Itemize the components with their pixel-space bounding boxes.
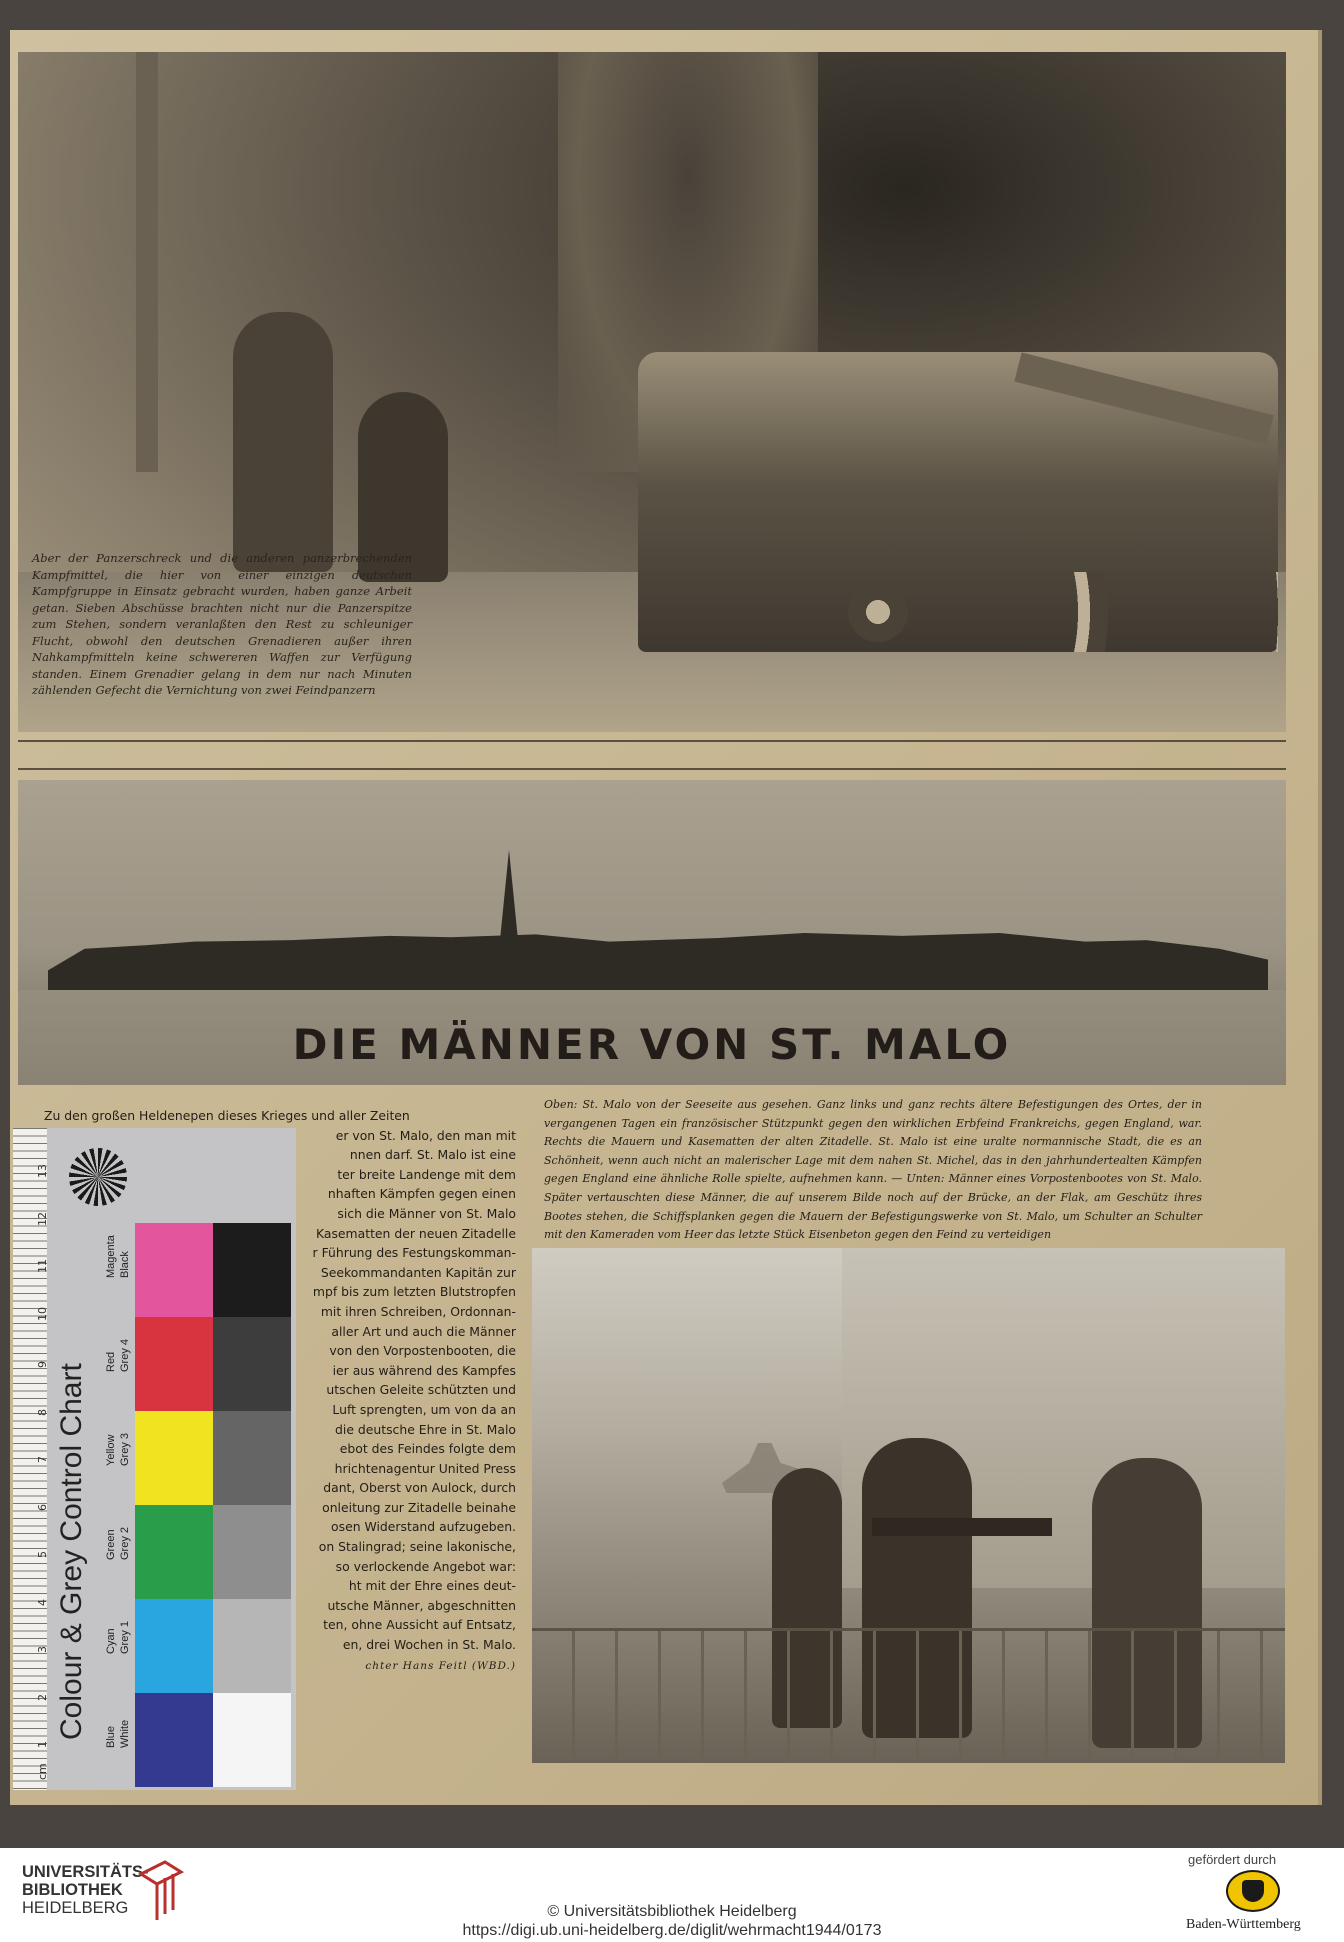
body-line: mit ihren Schreiben, Ordonnan- bbox=[320, 1303, 516, 1319]
photo-patrol-boat-crew bbox=[532, 1248, 1285, 1763]
colour-control-chart bbox=[13, 1128, 296, 1790]
grey-label: Black bbox=[119, 1251, 131, 1278]
ruler-number: 10 bbox=[36, 1306, 49, 1321]
body-line: osen Widerstand aufzugeben. bbox=[331, 1519, 516, 1535]
body-line: on Stalingrad; seine lakonische, bbox=[318, 1539, 516, 1555]
grey-swatch bbox=[213, 1505, 291, 1599]
photo-town-silhouette bbox=[48, 920, 1268, 992]
byline: chter Hans Feitl (WBD.) bbox=[365, 1660, 516, 1672]
colour-swatch bbox=[135, 1599, 213, 1693]
body-line: ter breite Landenge mit dem bbox=[337, 1166, 516, 1182]
grey-swatch bbox=[213, 1599, 291, 1693]
body-line: ebot des Feindes folgte dem bbox=[339, 1441, 516, 1457]
photo-flak-barrel bbox=[872, 1518, 1052, 1536]
body-line: utschen Geleite schützten und bbox=[326, 1382, 516, 1398]
photo-soldier bbox=[233, 312, 333, 572]
caption-top-photo: Aber der Panzerschreck und die anderen panzerbrechenden Kampfmittel, die hier von einer einzigen deutschen Kampfgruppe in Einsatz gebracht wurden, haben ganze Arbeit getan. Sieben Abschüsse brachten nicht nur die Panzerspitze zum Stehen, sondern veranlaßten den Rest zu schleuniger Flucht, obwohl den deutschen Grenadieren außer ihren Nahkampfmitteln keine schwereren Waffen zur Verfügung standen. Einem Grenadier gelang in dem nur nach Minuten zählenden Gefecht die Vernichtung von zwei Feindpanzern bbox=[32, 551, 412, 697]
body-line: Luft sprengten, um von da an bbox=[332, 1401, 516, 1417]
library-name-line: BIBLIOTHEK bbox=[22, 1881, 123, 1899]
library-name-line: UNIVERSITÄTS- bbox=[22, 1863, 149, 1881]
body-line: aller Art und auch die Männer bbox=[331, 1323, 516, 1339]
grey-swatch bbox=[213, 1411, 291, 1505]
colour-swatch bbox=[135, 1693, 213, 1787]
photo-railing bbox=[532, 1628, 1285, 1763]
ruler-number: 2 bbox=[36, 1693, 49, 1701]
photo-church-spire bbox=[500, 850, 518, 940]
body-line: mpf bis zum letzten Blutstropfen bbox=[312, 1284, 516, 1300]
caption-right: Oben: St. Malo von der Seeseite aus gesehen. Ganz links und ganz rechts ältere Befestigungen des Ortes, der in vergangenen Tagen ein französischer Stützpunkt gegen den wirklichen Erbfeind Frankreichs, gegen England, war. Rechts die Mauern und Kasematten der alten Zitadelle. St. Malo ist eine uralte normannische Stadt, die es an Schönheit, wenn auch nicht an malerischer Lage mit dem nahen St. Michel, das in den jahrhundertealten Kämpfen gegen England eine ähnliche Rolle spielte, aufnehmen kann. — Unten: Männer eines Vorpostenbootes von St. Malo. Später vertauschten diese Männer, die auf unserem Bilde noch auf der Brücke, an der Flak, am Geschütz ihres Bootes stehen, die Schiffsplanken gegen die Mauern der Befestigungswerke von St. Malo, um Schulter an Schulter mit den Kameraden vom Heer das letzte Stück Eisenbeton gegen den Feind zu verteidigen bbox=[544, 1098, 1202, 1242]
library-name-line: HEIDELBERG bbox=[22, 1899, 129, 1917]
body-line: von den Vorpostenbooten, die bbox=[329, 1343, 516, 1359]
colour-swatch bbox=[135, 1505, 213, 1599]
body-line: ht mit der Ehre eines deut- bbox=[348, 1578, 516, 1594]
divider-rule bbox=[18, 740, 1286, 742]
permalink-url[interactable]: https://digi.ub.uni-heidelberg.de/diglit/wehrmacht1944/0173 bbox=[462, 1922, 882, 1939]
body-line: die deutsche Ehre in St. Malo bbox=[335, 1421, 516, 1437]
ruler-number: 7 bbox=[36, 1456, 49, 1463]
colour-label: Red bbox=[105, 1351, 117, 1372]
body-line: so verlockende Angebot war: bbox=[335, 1558, 516, 1574]
divider-rule bbox=[18, 768, 1286, 770]
ruler-number: 13 bbox=[36, 1164, 49, 1178]
body-line: nnen darf. St. Malo ist eine bbox=[349, 1147, 516, 1163]
grey-swatch bbox=[213, 1693, 291, 1787]
ruler-number: 4 bbox=[36, 1598, 49, 1606]
cm-ruler bbox=[13, 1128, 47, 1790]
grey-label: Grey 3 bbox=[119, 1432, 131, 1466]
body-line: onleitung zur Zitadelle beinahe bbox=[322, 1499, 516, 1515]
grey-swatch-column bbox=[213, 1223, 291, 1787]
grey-label: White bbox=[119, 1719, 131, 1748]
body-line: hrichtenagentur United Press bbox=[334, 1460, 516, 1476]
ruler-number: 9 bbox=[36, 1361, 49, 1368]
colour-label: Yellow bbox=[105, 1434, 117, 1466]
copyright-line: © Universitätsbibliothek Heidelberg bbox=[547, 1903, 797, 1920]
colour-swatch bbox=[135, 1223, 213, 1317]
grey-label: Grey 2 bbox=[119, 1526, 131, 1560]
colour-label: Green bbox=[105, 1529, 117, 1560]
grey-swatch bbox=[213, 1223, 291, 1317]
body-line: sich die Männer von St. Malo bbox=[337, 1205, 516, 1221]
grey-label: Grey 1 bbox=[119, 1620, 131, 1654]
body-line: ier aus während des Kampfes bbox=[332, 1362, 516, 1378]
body-line: en, drei Wochen in St. Malo. bbox=[342, 1637, 516, 1653]
colour-label: Magenta bbox=[105, 1235, 117, 1278]
body-line: Seekommandanten Kapitän zur bbox=[320, 1264, 516, 1280]
ruler-number: 5 bbox=[36, 1551, 49, 1558]
body-line: dant, Oberst von Aulock, durch bbox=[323, 1480, 516, 1496]
headline: DIE MÄNNER VON ST. MALO bbox=[292, 1020, 1012, 1069]
photo-tank-wheels bbox=[838, 572, 1278, 652]
ruler-number: 12 bbox=[36, 1211, 49, 1226]
body-line: Kasematten der neuen Zitadelle bbox=[315, 1225, 516, 1241]
colour-swatch-column bbox=[135, 1223, 213, 1787]
body-line: ten, ohne Aussicht auf Entsatz, bbox=[323, 1617, 516, 1633]
colour-label: Blue bbox=[105, 1725, 117, 1748]
body-line: utsche Männer, abgeschnitten bbox=[327, 1597, 516, 1613]
photo-pole bbox=[136, 52, 158, 472]
body-line: Zu den großen Heldenepen dieses Krieges und aller Zeiten bbox=[44, 1108, 410, 1123]
grey-swatch bbox=[213, 1317, 291, 1411]
ruler-number: 1 bbox=[36, 1741, 49, 1748]
ruler-number: 11 bbox=[36, 1259, 49, 1273]
funded-by-label: gefördert durch bbox=[1188, 1852, 1277, 1867]
ruler-unit: cm bbox=[36, 1763, 49, 1780]
body-line: er von St. Malo, den man mit bbox=[335, 1127, 516, 1143]
baden-wuerttemberg-emblem-icon bbox=[1226, 1870, 1280, 1912]
grey-label: Grey 4 bbox=[119, 1338, 131, 1372]
sunburst-icon bbox=[69, 1148, 127, 1206]
funder-name: Baden-Württemberg bbox=[1186, 1917, 1301, 1932]
body-line: nhaften Kämpfen gegen einen bbox=[327, 1186, 516, 1202]
ruler-number: 3 bbox=[36, 1646, 49, 1653]
chart-title: Colour & Grey Control Chart bbox=[55, 1363, 88, 1740]
body-line: r Führung des Festungskomman- bbox=[312, 1245, 516, 1261]
colour-swatch bbox=[135, 1411, 213, 1505]
colour-swatch bbox=[135, 1317, 213, 1411]
ruler-number: 6 bbox=[36, 1503, 49, 1511]
colour-label: Cyan bbox=[105, 1628, 117, 1654]
ruler-number: 8 bbox=[36, 1408, 49, 1416]
